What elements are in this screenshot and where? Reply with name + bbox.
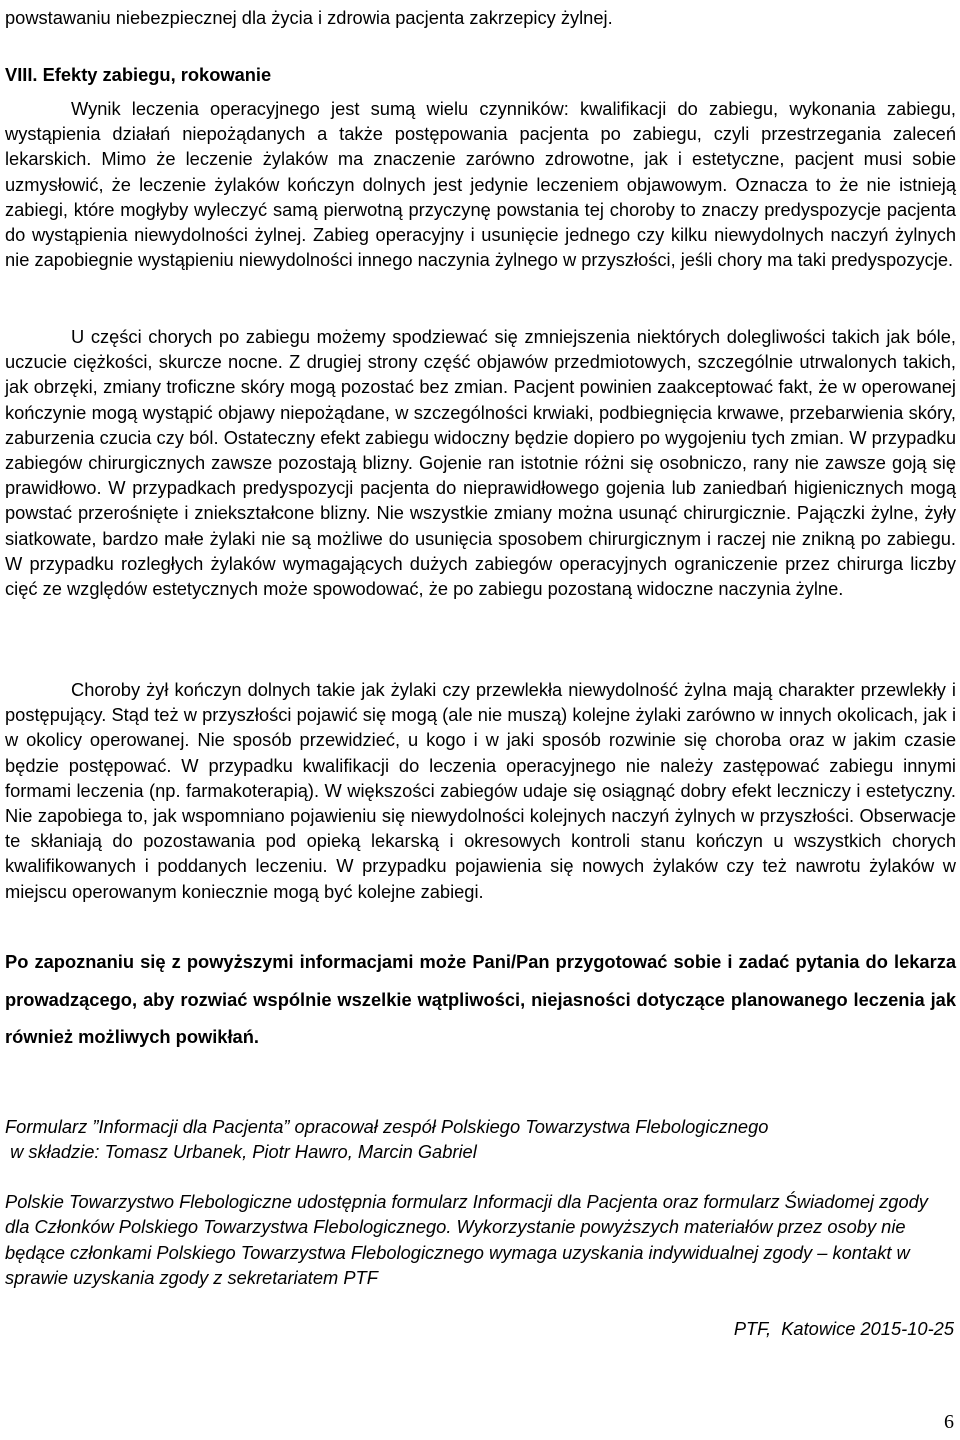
signature-line: PTF, Katowice 2015-10-25	[733, 1318, 954, 1339]
license-notice: Polskie Towarzystwo Flebologiczne udostępnia formularz Informacji dla Pacjenta oraz formularz Świadomej zgody dla Członków Polskiego Towarzystwa Flebologicznego. Wykorzystanie powyższych materiałów przez osoby nie będące członkami Polskiego Towarzystwa Flebologicznego wymaga uzyskania indywidualnej zgody – kontakt w sprawie uzyskania zgody z sekretariatem PTF	[5, 1191, 928, 1289]
section-heading: VIII. Efekty zabiegu, rokowanie	[5, 64, 272, 85]
paragraph-complications: U części chorych po zabiegu możemy spodziewać się zmniejszenia niektórych dolegliwości takich jak bóle, uczucie ciężkości, skurcze nocne. Z drugiej strony część objawów przedmiotowych, szczególnie utrwalonych takich, jak obrzęki, zmiany troficzne skóry mogą pozostać bez zmian. Pacjent powinien zaakceptować fakt, że w operowanej kończynie mogą wystąpić objawy niepożądane, w szczególności krwiaki, podbiegnięcia krwawe, przebarwienia skóry, zaburzenia czucia czy ból. Ostateczny efekt zabiegu widoczny będzie dopiero po wygojeniu tych zmian. W przypadku zabiegów chirurgicznych zawsze pozostają blizny. Gojenie ran istotnie różni się osobniczo, rany nie zawsze goją się prawidłowo. W przypadkach predyspozycji pacjenta do nieprawidłowego gojenia lub zaniedbań higienicznych mogą powstać przerośnięte i zniekształcone blizny. Nie wszystkie zmiany można usunąć chirurgicznie. Pajączki żylne, żyły siatkowate, bardzo małe żylaki nie są możliwe do usunięcia sposobem chirurgicznym i raczej nie znikną po zabiegu. W przypadku rozległych żylaków wymagających dużych zabiegów operacyjnych ograniczenie przez chirurga liczby cięć ze względów estetycznych może spowodować, że po zabiegu pozostaną widoczne naczynia żylne.	[5, 326, 956, 600]
paragraph-chronic-disease: Choroby żył kończyn dolnych takie jak żylaki czy przewlekła niewydolność żylna mają charakter przewlekły i postępujący. Stąd też w przyszłości pojawić się mogą (ale nie muszą) kolejne żylaki zarówno w innych okolicach, jak i w okolicy operowanej. Nie sposób przewidzieć, u kogo i w jaki sposób rozwinie się choroba oraz w jakim czasie będzie postępować. W przypadku kwalifikacji do leczenia operacyjnego nie należy zastępować zabiegu innymi formami leczenia (np. farmakoterapią). W większości zabiegów udaje się osiągnąć dobry efekt leczniczy i estetyczny. Nie zapobiega to, jak wspomniano pojawieniu się niewydolności kolejnych naczyń żylnych w przyszłości. Obserwacje te skłaniają do pozostawania pod opieką lekarską i okresowych kontroli stanu kończyn u wszystkich chorych kwalifikowanych i poddanych leczeniu. W przypadku pojawienia się nowych żylaków czy też nawrotu żylaków w miejscu operowanym koniecznie mogą być kolejne zabiegi.	[5, 679, 956, 902]
authors-line-1: Formularz ”Informacji dla Pacjenta” opracował zespół Polskiego Towarzystwa Flebologicznego	[5, 1116, 769, 1137]
authors-line-2: w składzie: Tomasz Urbanek, Piotr Hawro, Marcin Gabriel	[5, 1141, 477, 1162]
paragraph-results: Wynik leczenia operacyjnego jest sumą wielu czynników: kwalifikacji do zabiegu, wykonania zabiegu, wystąpienia działań niepożądanych a także postępowania pacjenta po zabiegu, czyli przestrzegania zaleceń lekarskich. Mimo że leczenie żylaków ma znaczenie zarówno zdrowotne, jak i estetyczne, pacjent musi sobie uzmysłowić, że leczenie żylaków kończyn dolnych jest jedynie leczeniem objawowym. Oznacza to że nie istnieją zabiegi, które mogłyby wyleczyć samą pierwotną przyczynę powstania tej choroby to znaczy predyspozycje pacjenta do wystąpienia niewydolności żylnej. Zabieg operacyjny i usunięcie jednego czy kilku niewydolnych naczyń żylnych nie zapobiegnie wystąpieniu niewydolności innego naczynia żylnego w przyszłości, jeśli chory ma taki predyspozycje.	[5, 98, 956, 271]
page-number: 6	[944, 1411, 954, 1433]
intro-line: powstawaniu niebezpiecznej dla życia i zdrowia pacjenta zakrzepicy żylnej.	[5, 7, 613, 28]
bold-notice: Po zapoznaniu się z powyższymi informacjami może Pani/Pan przygotować sobie i zadać pytania do lekarza prowadzącego, aby rozwiać wspólnie wszelkie wątpliwości, niejasności dotyczące planowanego leczenia jak również możliwych powikłań.	[5, 951, 956, 1047]
